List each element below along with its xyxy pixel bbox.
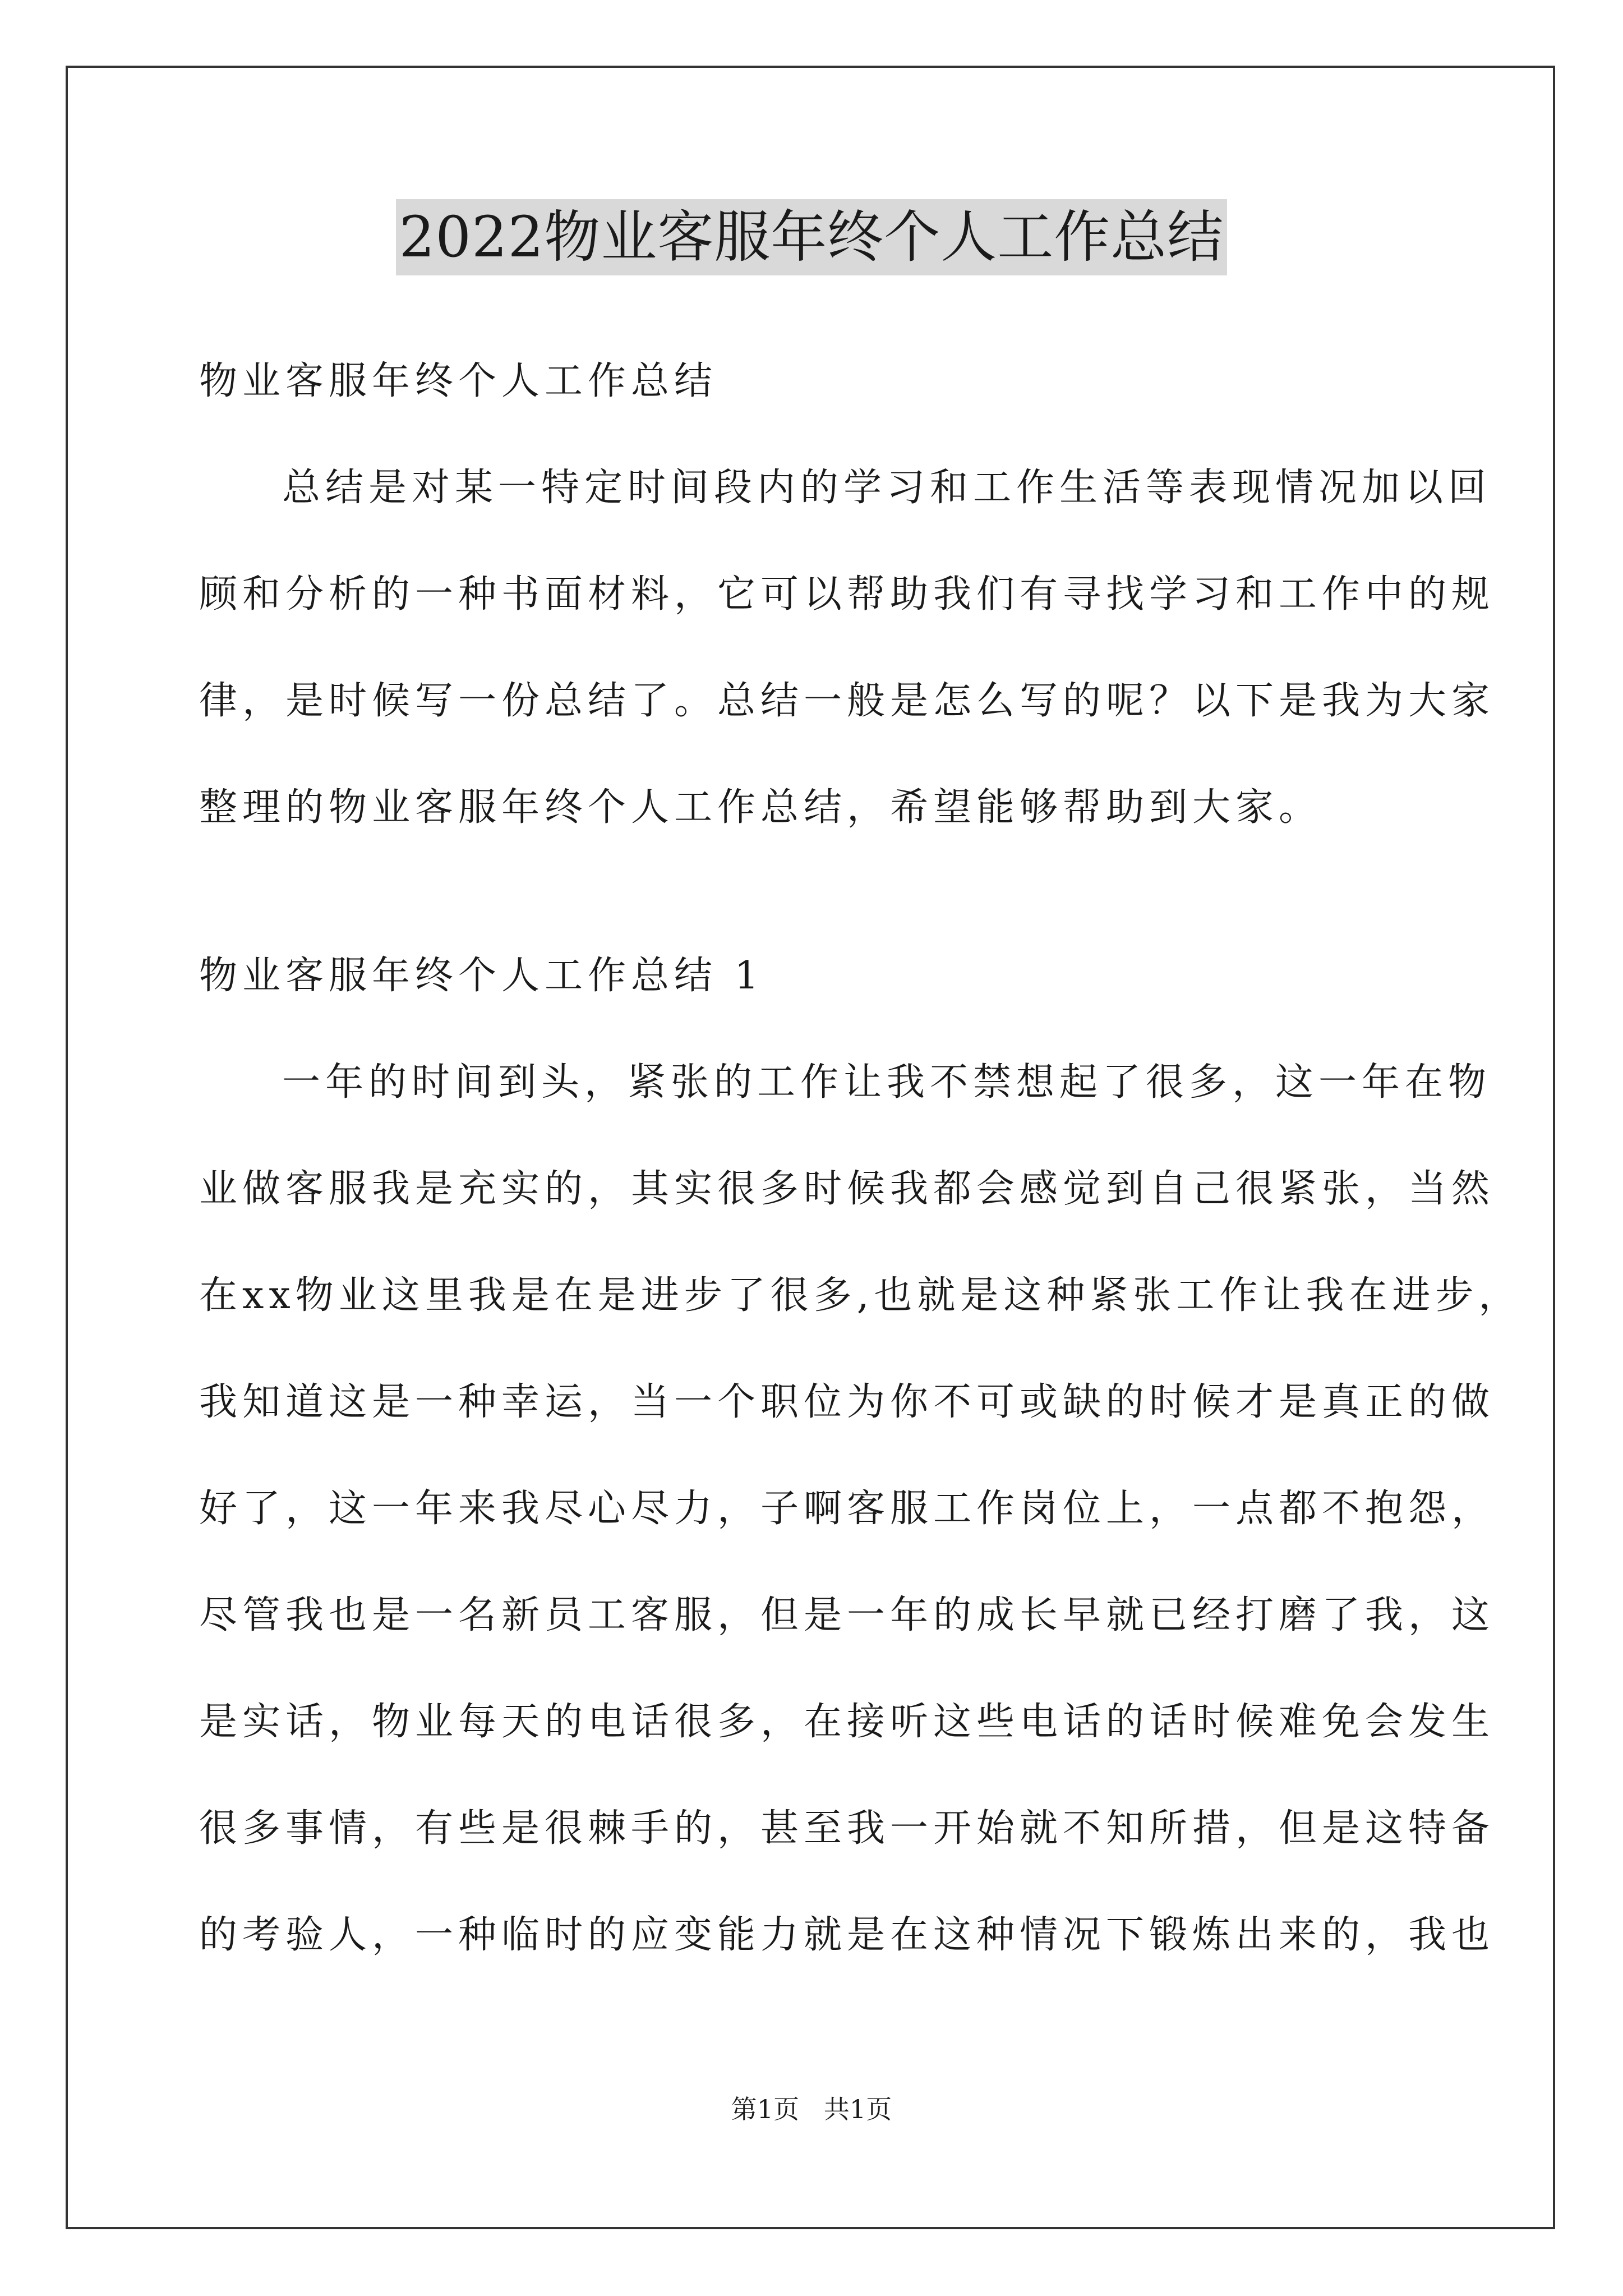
heading-text: 物业客服年终个人工作总结 1 — [199, 954, 764, 998]
paragraph-line: 在xx物业这里我是在是进步了很多,也就是这种紧张工作让我在进步， — [199, 1273, 1522, 1318]
paragraph-line: 整理的物业客服年终个人工作总结，希望能够帮助到大家。 — [199, 785, 1322, 830]
title-container — [0, 199, 1623, 275]
page-footer: 第1页 共1页 — [731, 2094, 892, 2124]
paragraph-line: 顾和分析的一种书面材料，它可以帮助我们有寻找学习和工作中的规 — [199, 572, 1495, 616]
intro-paragraph — [199, 435, 1495, 861]
heading-text: 物业客服年终个人工作总结 — [199, 359, 718, 403]
paragraph-line: 总结是对某一特定时间段内的学习和工作生活等表现情况加以回 — [282, 466, 1492, 510]
document-title: 2022物业客服年终个人工作总结 — [396, 199, 1228, 275]
paragraph-line: 律，是时候写一份总结了。总结一般是怎么写的呢？以下是我为大家 — [199, 679, 1495, 723]
paragraph-line: 的考验人，一种临时的应变能力就是在这种情况下锻炼出来的，我也 — [199, 1913, 1495, 1957]
paragraph-line: 业做客服我是充实的，其实很多时候我都会感觉到自己很紧张，当然 — [199, 1167, 1495, 1211]
paragraph-line: 很多事情，有些是很棘手的，甚至我一开始就不知所措，但是这特备 — [199, 1806, 1495, 1851]
paragraph-line: 我知道这是一种幸运，当一个职位为你不可或缺的时候才是真正的做 — [199, 1380, 1495, 1424]
paragraph-line: 一年的时间到头，紧张的工作让我不禁想起了很多，这一年在物 — [282, 1060, 1492, 1105]
paragraph-line: 好了，这一年来我尽心尽力，子啊客服工作岗位上，一点都不抱怨， — [199, 1487, 1495, 1531]
section-1-paragraph — [199, 1029, 1522, 1989]
paragraph-line: 是实话，物业每天的电话很多，在接听这些电话的话时候难免会发生 — [199, 1700, 1495, 1744]
paragraph-line: 尽管我也是一名新员工客服，但是一年的成长早就已经打磨了我，这 — [199, 1593, 1495, 1637]
section-heading-intro — [199, 328, 1427, 435]
section-heading-1 — [199, 923, 1427, 1029]
